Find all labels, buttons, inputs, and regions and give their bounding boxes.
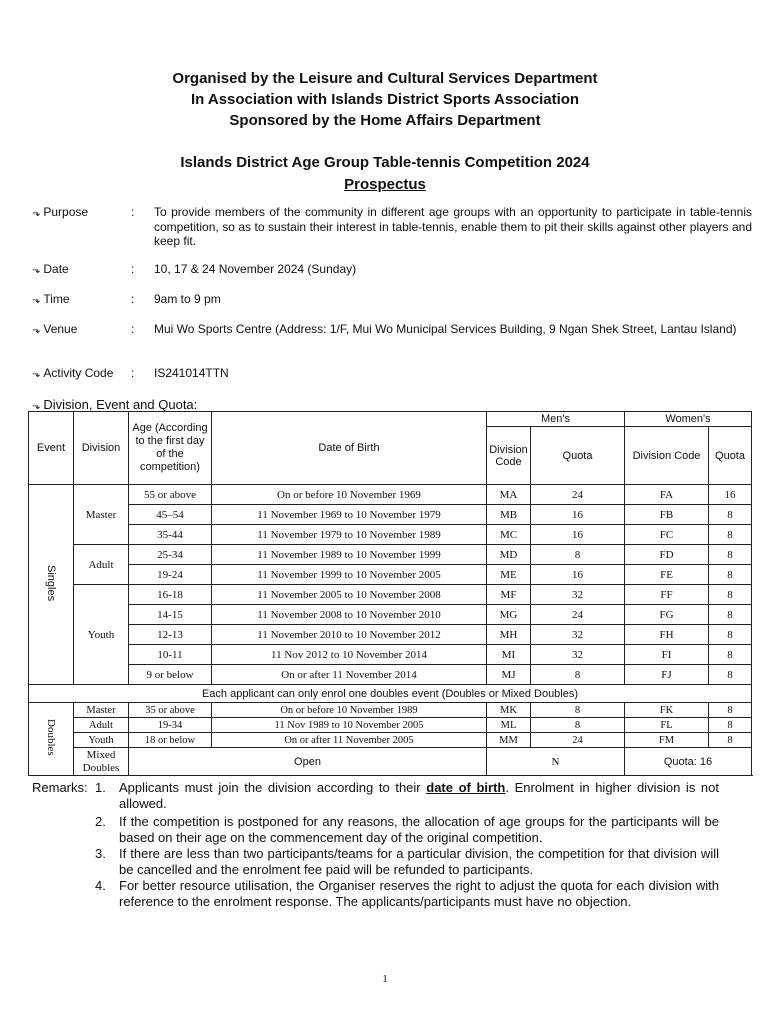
womens-code-cell: FK: [625, 703, 709, 718]
womens-quota-cell: 8: [709, 525, 752, 545]
date-label: Date: [43, 262, 69, 276]
remark-emphasis: date of birth: [426, 780, 506, 795]
mens-code-cell: MC: [487, 525, 531, 545]
mixed-code-cell: N: [487, 748, 625, 776]
date-value: 10, 17 & 24 November 2024 (Sunday): [154, 262, 357, 276]
womens-quota-cell: 8: [709, 625, 752, 645]
womens-quota-cell: 8: [709, 718, 752, 733]
age-cell: 25-34: [129, 545, 212, 565]
womens-code-cell: FM: [625, 733, 709, 748]
arrow-bullet-icon: ⬎: [32, 369, 41, 380]
purpose-value: To provide members of the community in different age groups with an opportunity to participate in table-tennis competition, so as to sustain their interest in table-tennis, enable them to pit their skills against other players and keep fit.: [154, 205, 752, 248]
colon: :: [131, 322, 135, 336]
table-row: [29, 585, 752, 605]
mens-quota-cell: 8: [531, 545, 625, 565]
age-cell: 10-11: [129, 645, 212, 665]
womens-code-cell: FH: [625, 625, 709, 645]
remark-text: If the competition is postponed for any reasons, the allocation of age groups for the participants will be based on their age on the commencement day of the original competition.: [119, 814, 719, 845]
dob-cell: 11 Nov 2012 to 10 November 2014: [212, 645, 487, 665]
activity-code-value: IS241014TTN: [154, 366, 229, 380]
dob-cell: 11 November 2010 to 10 November 2012: [212, 625, 487, 645]
competition-title: Islands District Age Group Table-tennis Competition 2024: [180, 154, 590, 171]
purpose-label: Purpose: [43, 205, 89, 219]
remark-text: If there are less than two participants/teams for a particular division, the competition for that division will be cancelled and the enrolment fee paid will be refunded to participants.: [119, 846, 719, 877]
colon: :: [131, 205, 135, 219]
mens-quota-cell: 8: [531, 665, 625, 685]
dob-cell: 11 November 1999 to 10 November 2005: [212, 565, 487, 585]
womens-code-cell: FD: [625, 545, 709, 565]
womens-quota-cell: 8: [709, 645, 752, 665]
dob-cell: 11 November 1979 to 10 November 1989: [212, 525, 487, 545]
arrow-bullet-icon: ⬎: [32, 325, 41, 336]
remark-item: [95, 814, 719, 845]
colon: :: [131, 366, 135, 380]
womens-code-cell: FE: [625, 565, 709, 585]
colon: :: [131, 262, 135, 276]
mens-code-cell: MA: [487, 485, 531, 505]
mens-code-cell: ME: [487, 565, 531, 585]
mens-code-cell: MD: [487, 545, 531, 565]
header-mens-quota: Quota: [531, 427, 625, 485]
mens-quota-cell: 8: [531, 703, 625, 718]
womens-quota-cell: 8: [709, 505, 752, 525]
remark-item: [95, 846, 719, 877]
womens-code-cell: FL: [625, 718, 709, 733]
womens-code-cell: FA: [625, 485, 709, 505]
mens-quota-cell: 24: [531, 485, 625, 505]
time-label: Time: [43, 292, 70, 306]
age-cell: 55 or above: [129, 485, 212, 505]
table-row: [29, 625, 752, 645]
remark-item: [95, 878, 719, 909]
womens-code-cell: FG: [625, 605, 709, 625]
age-cell: 9 or below: [129, 665, 212, 685]
header-womens-quota: Quota: [709, 427, 752, 485]
age-cell: 35 or above: [129, 703, 212, 718]
arrow-bullet-icon: ⬎: [32, 295, 41, 306]
womens-quota-cell: 8: [709, 665, 752, 685]
table-row: [29, 733, 752, 748]
table-row: [29, 565, 752, 585]
table-row: [29, 703, 752, 718]
dob-cell: On or after 11 November 2014: [212, 665, 487, 685]
table-row: [29, 748, 752, 776]
document-title: [0, 152, 770, 196]
venue-value: Mui Wo Sports Centre (Address: 1/F, Mui Wo Municipal Services Building, 9 Ngan Shek Street, Lantau Island): [154, 322, 737, 336]
colon: :: [131, 292, 135, 306]
heading-sponsor: Sponsored by the Home Affairs Department: [229, 112, 541, 129]
remark-text: Applicants must join the division according to their: [119, 780, 427, 795]
division-master: Master: [74, 485, 129, 545]
table-row: [29, 718, 752, 733]
quota-table: [28, 411, 752, 776]
remark-number: 2.: [95, 814, 106, 829]
header-age: Age (According to the first day of the competition): [129, 412, 212, 485]
dob-cell: 11 November 2005 to 10 November 2008: [212, 585, 487, 605]
womens-code-cell: FJ: [625, 665, 709, 685]
womens-quota-cell: 8: [709, 703, 752, 718]
dob-cell: 11 November 2008 to 10 November 2010: [212, 605, 487, 625]
mens-quota-cell: 16: [531, 505, 625, 525]
age-cell: 19-24: [129, 565, 212, 585]
remark-number: 1.: [95, 780, 106, 795]
mens-quota-cell: 8: [531, 718, 625, 733]
mens-quota-cell: 32: [531, 645, 625, 665]
table-row: [29, 605, 752, 625]
table-row: [29, 485, 752, 505]
heading-association: In Association with Islands District Sports Association: [190, 91, 580, 108]
remark-text: For better resource utilisation, the Organiser reserves the right to adjust the quota for each division with reference to the enrolment response. The applicants/participants must have no objection.: [119, 878, 719, 909]
division-cell: Adult: [74, 718, 129, 733]
mens-quota-cell: 24: [531, 733, 625, 748]
womens-quota-cell: 8: [709, 733, 752, 748]
remark-text: . Enrolment in higher division is not allowed.: [119, 780, 719, 811]
prospectus-title: Prospectus: [344, 176, 426, 193]
mens-code-cell: MG: [487, 605, 531, 625]
womens-quota-cell: 8: [709, 565, 752, 585]
mens-quota-cell: 32: [531, 625, 625, 645]
division-adult: Adult: [74, 545, 129, 585]
mens-quota-cell: 32: [531, 585, 625, 605]
remark-number: 4.: [95, 878, 106, 893]
heading-organiser: Organised by the Leisure and Cultural Services Department: [172, 70, 598, 87]
mixed-open-cell: Open: [129, 748, 487, 776]
singles-label: Singles: [45, 564, 57, 602]
header-mens: Men's: [487, 412, 625, 427]
table-row: [29, 505, 752, 525]
venue-label: Venue: [43, 322, 78, 336]
division-youth: Youth: [74, 585, 129, 685]
table-row: [29, 545, 752, 565]
mens-code-cell: MM: [487, 733, 531, 748]
age-cell: 18 or below: [129, 733, 212, 748]
header-womens: Women's: [625, 412, 752, 427]
header-date-of-birth: Date of Birth: [212, 412, 487, 485]
table-row: [29, 525, 752, 545]
dob-cell: On or after 11 November 2005: [212, 733, 487, 748]
time-value: 9am to 9 pm: [154, 292, 221, 306]
doubles-event-cell: [29, 703, 74, 776]
division-mixed-doubles: Mixed Doubles: [74, 748, 129, 776]
table-row: [29, 665, 752, 685]
table-row: [29, 645, 752, 665]
remark-number: 3.: [95, 846, 106, 861]
womens-code-cell: FC: [625, 525, 709, 545]
age-cell: 14-15: [129, 605, 212, 625]
remark-item: [95, 780, 719, 811]
dob-cell: On or before 10 November 1989: [212, 703, 487, 718]
table-row: [29, 685, 752, 703]
womens-code-cell: FI: [625, 645, 709, 665]
header-division: Division: [74, 412, 129, 485]
age-cell: 12-13: [129, 625, 212, 645]
arrow-bullet-icon: ⬎: [32, 265, 41, 276]
dob-cell: 11 Nov 1989 to 10 November 2005: [212, 718, 487, 733]
mens-quota-cell: 16: [531, 565, 625, 585]
mixed-quota-cell: Quota: 16: [625, 748, 752, 776]
doubles-note: Each applicant can only enrol one doubles event (Doubles or Mixed Doubles): [29, 685, 752, 703]
womens-quota-cell: 16: [709, 485, 752, 505]
mens-code-cell: MH: [487, 625, 531, 645]
division-cell: Master: [74, 703, 129, 718]
age-cell: 19-34: [129, 718, 212, 733]
header-event: Event: [29, 412, 74, 485]
age-cell: 16-18: [129, 585, 212, 605]
age-cell: 35-44: [129, 525, 212, 545]
mens-quota-cell: 16: [531, 525, 625, 545]
mens-code-cell: MB: [487, 505, 531, 525]
arrow-bullet-icon: ⬎: [32, 208, 41, 219]
dob-cell: 11 November 1969 to 10 November 1979: [212, 505, 487, 525]
womens-quota-cell: 8: [709, 545, 752, 565]
doubles-label: Doubles: [45, 719, 57, 756]
purpose-row: [32, 205, 754, 249]
organiser-headings: [0, 68, 770, 131]
mens-code-cell: ML: [487, 718, 531, 733]
mens-code-cell: MI: [487, 645, 531, 665]
division-cell: Youth: [74, 733, 129, 748]
mens-code-cell: MJ: [487, 665, 531, 685]
header-mens-division-code: Division Code: [487, 427, 531, 485]
page-number: 1: [382, 973, 388, 985]
mens-code-cell: MK: [487, 703, 531, 718]
womens-quota-cell: 8: [709, 605, 752, 625]
arrow-bullet-icon: ⬎: [32, 401, 41, 412]
dob-cell: 11 November 1989 to 10 November 1999: [212, 545, 487, 565]
age-cell: 45–54: [129, 505, 212, 525]
mens-quota-cell: 24: [531, 605, 625, 625]
mens-code-cell: MF: [487, 585, 531, 605]
womens-code-cell: FB: [625, 505, 709, 525]
womens-code-cell: FF: [625, 585, 709, 605]
womens-quota-cell: 8: [709, 585, 752, 605]
header-womens-division-code: Division Code: [625, 427, 709, 485]
activity-code-label: Activity Code: [43, 366, 114, 380]
dob-cell: On or before 10 November 1969: [212, 485, 487, 505]
singles-event-cell: [29, 485, 74, 685]
division-title: ⬎ Division, Event and Quota:: [32, 397, 198, 412]
remarks-label: Remarks:: [32, 780, 88, 795]
